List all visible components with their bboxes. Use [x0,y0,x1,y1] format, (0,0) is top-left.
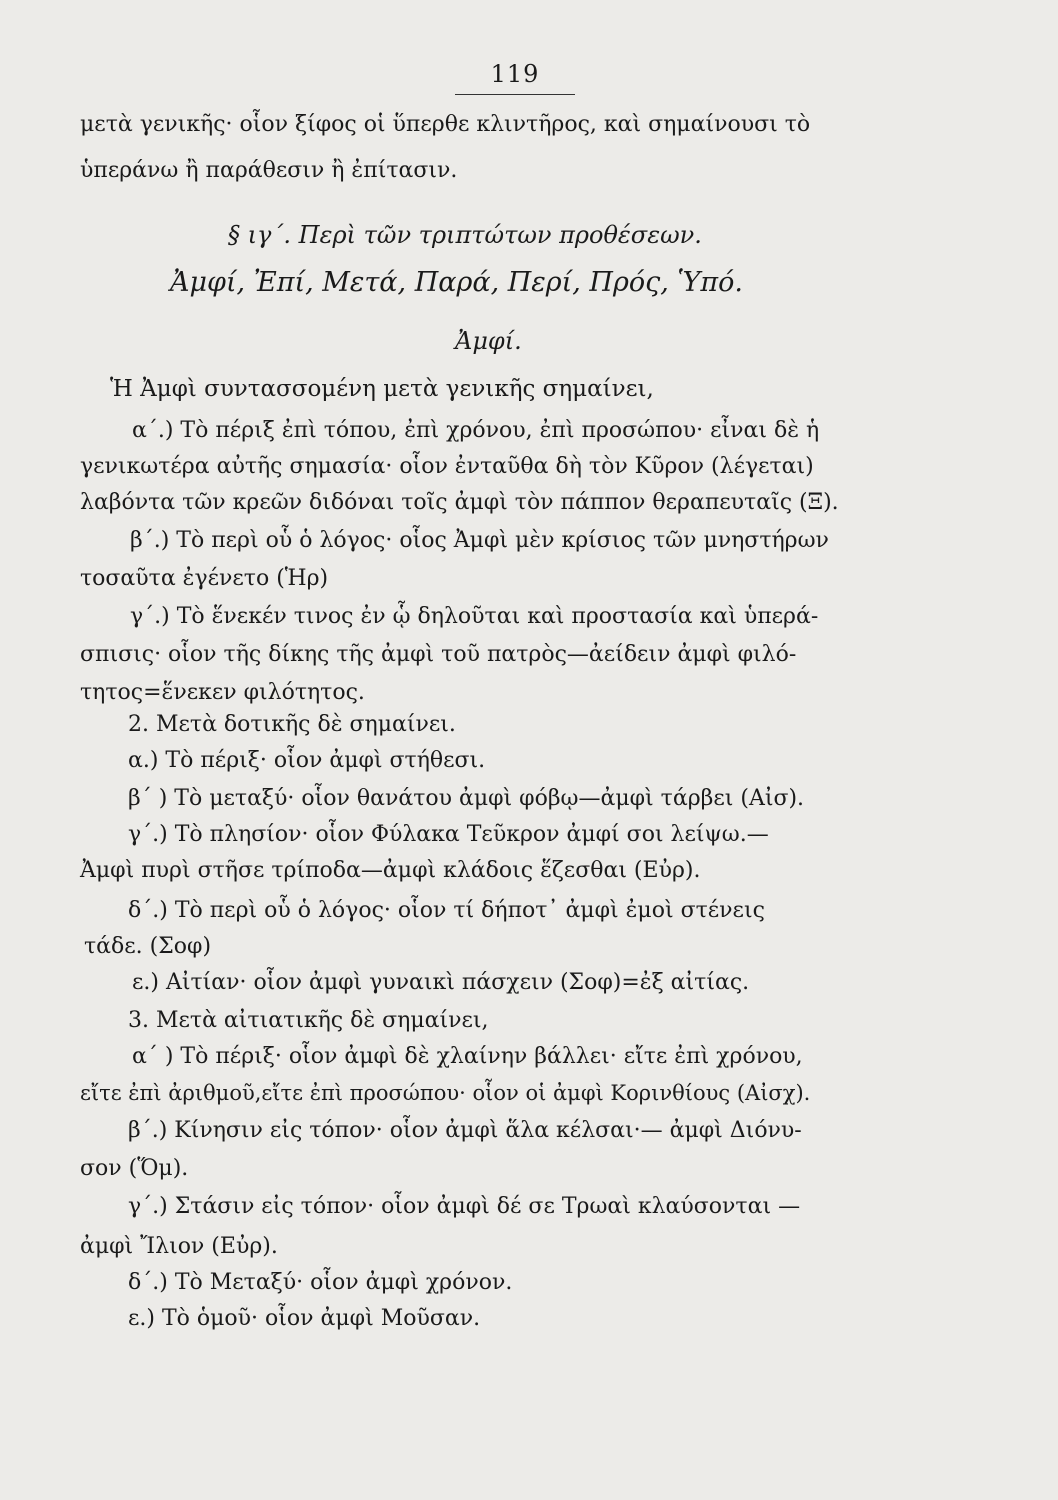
text-line: γ΄.) Τὸ πλησίον· οἷον Φύλακα Τεῦκρον ἀμφί σοι λείψω.— [128,822,769,847]
text-line: εἴτε ἐπὶ ἀριθμοῦ,εἴτε ἐπὶ προσώπου· οἷον οἱ ἀμφὶ Κορινθίους (Αἰσχ). [80,1081,811,1105]
text-line: τητος=ἕνεκεν φιλότητος. [80,680,365,705]
text-line: σπισις· οἷον τῆς δίκης τῆς ἀμφὶ τοῦ πατρὸς—ἀείδειν ἀμφὶ φιλό- [80,642,797,667]
page-number: 119 [490,60,540,88]
text-line: ἀμφὶ Ἴλιον (Εὐρ). [80,1234,278,1259]
text-line: ε.) Τὸ ὁμοῦ· οἷον ἀμφὶ Μοῦσαν. [128,1306,481,1331]
text-line: β΄.) Τὸ περὶ οὗ ὁ λόγος· οἷος Ἀμφὶ μὲν κρίσιος τῶν μνηστήρων [130,528,829,553]
text-line: Ἀμφὶ πυρὶ στῆσε τρίποδα—ἀμφὶ κλάδοις ἕζεσθαι (Εὐρ). [80,858,701,883]
text-line: γ΄.) Στάσιν εἰς τόπον· οἷον ἀμφὶ δέ σε Τρωαὶ κλαύσονται — [128,1194,801,1219]
text-line: δ΄.) Τὸ περὶ οὗ ὁ λόγος· οἷον τί δήποτ᾽ ἀμφὶ ἐμοὶ στένεις [128,898,765,923]
text-line: γ΄.) Τὸ ἕνεκέν τινος ἐν ᾧ δηλοῦται καὶ προστασία καὶ ὑπερά- [130,604,819,629]
text-line: δ΄.) Τὸ Μεταξύ· οἷον ἀμφὶ χρόνον. [128,1270,513,1295]
text-line: α.) Τὸ πέριξ· οἷον ἀμφὶ στήθεσι. [128,748,486,773]
text-line: ε.) Αἰτίαν· οἷον ἀμφὶ γυναικὶ πάσχειν (Σοφ)=ἐξ αἰτίας. [132,970,750,995]
subsection-heading: Ἀμφί. [455,327,522,355]
text-line: σον (Ὅμ). [80,1156,189,1181]
text-line: μετὰ γενικῆς· οἷον ξίφος οἱ ὕπερθε κλιντῆρος, καὶ σημαίνουσι τὸ [80,112,811,137]
text-line: α΄.) Τὸ πέριξ ἐπὶ τόπου, ἐπὶ χρόνου, ἐπὶ προσώπου· εἶναι δὲ ἡ [132,418,820,443]
text-line: λαβόντα τῶν κρεῶν διδόναι τοῖς ἀμφὶ τὸν πάππον θεραπευταῖς (Ξ). [80,490,839,515]
text-line: α΄ ) Τὸ πέριξ· οἷον ἀμφὶ δὲ χλαίνην βάλλει· εἴτε ἐπὶ χρόνου, [132,1044,803,1069]
text-line: β΄ ) Τὸ μεταξύ· οἷον θανάτου ἀμφὶ φόβῳ—ἀμφὶ τάρβει (Αἰσ). [128,786,805,811]
text-line: τάδε. (Σοφ) [84,934,212,959]
text-line: γενικωτέρα αὐτῆς σημασία· οἷον ἐνταῦθα δὴ τὸν Κῦρον (λέγεται) [80,454,814,479]
text-line: β΄.) Κίνησιν εἰς τόπον· οἷον ἀμφὶ ἅλα κέλσαι·— ἀμφὶ Διόνυ- [128,1118,802,1143]
page-number-rule [455,94,575,95]
prepositions-list-heading: Ἀμφί, Ἐπί, Μετά, Παρά, Περί, Πρός, Ὑπό. [170,267,743,298]
text-line: τοσαῦτα ἐγένετο (Ἡρ) [80,566,329,591]
text-line: ὑπεράνω ἢ παράθεσιν ἢ ἐπίτασιν. [80,158,458,183]
text-line: Ἡ Ἀμφὶ συντασσομένη μετὰ γενικῆς σημαίνει, [110,376,654,402]
text-line: 2. Μετὰ δοτικῆς δὲ σημαίνει. [128,712,456,737]
section-heading: § ιγ΄. Περὶ τῶν τριπτώτων προθέσεων. [228,221,702,249]
text-line: 3. Μετὰ αἰτιατικῆς δὲ σημαίνει, [128,1008,489,1033]
